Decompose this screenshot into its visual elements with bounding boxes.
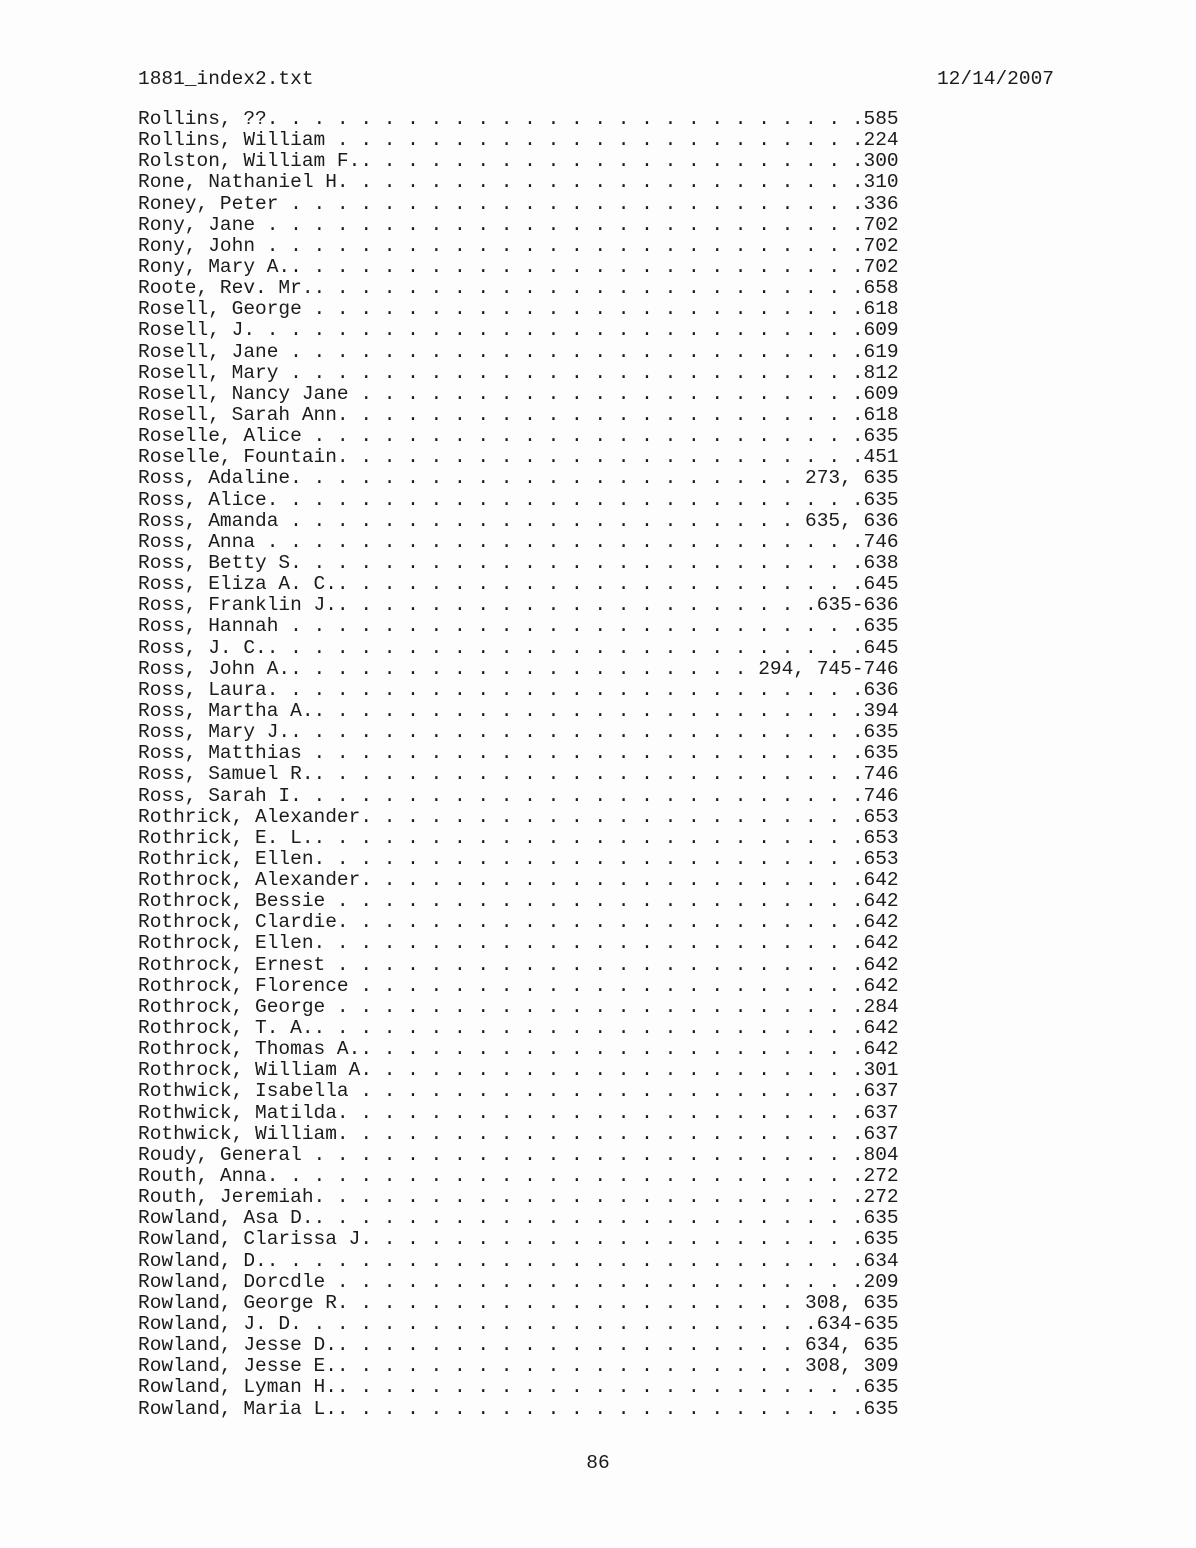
index-entry-line: Rothrick, Ellen. . . . . . . . . . . . . . . . . . . . . . . .653: [138, 847, 899, 870]
index-entry-list: [138, 109, 899, 1420]
index-entry-line: Rothrock, Clardie. . . . . . . . . . . . . . . . . . . . . . .642: [138, 911, 899, 934]
index-entry-line: Roselle, Alice . . . . . . . . . . . . . . . . . . . . . . . .635: [138, 425, 899, 448]
index-entry-line: Rollins, ??. . . . . . . . . . . . . . . . . . . . . . . . . .585: [138, 108, 899, 130]
index-entry-line: Rothrock, T. A.. . . . . . . . . . . . . . . . . . . . . . . .642: [138, 1017, 899, 1040]
print-header: [138, 69, 1054, 90]
print-footer: [0, 1453, 1196, 1474]
index-entry-line: Ross, Eliza A. C.. . . . . . . . . . . . . . . . . . . . . . .645: [138, 573, 899, 596]
index-entry-line: Rowland, Maria L.. . . . . . . . . . . . . . . . . . . . . . .635: [138, 1397, 899, 1420]
index-entry-line: Rosell, George . . . . . . . . . . . . . . . . . . . . . . . .618: [138, 298, 899, 321]
index-entry-line: Rowland, Clarissa J. . . . . . . . . . . . . . . . . . . . . .635: [138, 1228, 899, 1251]
index-entry-line: Ross, Adaline. . . . . . . . . . . . . . . . . . . . . . 273, 635: [138, 467, 899, 490]
print-date: 12/14/2007: [936, 68, 1054, 90]
index-entry-line: Ross, J. C.. . . . . . . . . . . . . . . . . . . . . . . . . .645: [138, 636, 899, 659]
index-entry-line: Rowland, D.. . . . . . . . . . . . . . . . . . . . . . . . . .634: [138, 1249, 899, 1272]
index-entry-line: Rollins, William . . . . . . . . . . . . . . . . . . . . . . .224: [138, 129, 899, 152]
index-entry-line: Rothrock, Thomas A.. . . . . . . . . . . . . . . . . . . . . .642: [138, 1038, 899, 1061]
index-entry-line: Ross, Amanda . . . . . . . . . . . . . . . . . . . . . . 635, 636: [138, 509, 899, 532]
index-entry-line: Rothrock, Alexander. . . . . . . . . . . . . . . . . . . . . .642: [138, 869, 899, 892]
index-entry-line: Rothwick, William. . . . . . . . . . . . . . . . . . . . . . .637: [138, 1122, 899, 1145]
index-entry-line: Roudy, General . . . . . . . . . . . . . . . . . . . . . . . .804: [138, 1143, 899, 1166]
document-filename: 1881_index2.txt: [138, 68, 314, 90]
index-entry-line: Ross, John A.. . . . . . . . . . . . . . . . . . . . 294, 745-746: [138, 657, 899, 680]
index-entry-line: Rowland, Dorcdle . . . . . . . . . . . . . . . . . . . . . . .209: [138, 1270, 899, 1293]
index-entry-line: Rony, Jane . . . . . . . . . . . . . . . . . . . . . . . . . .702: [138, 213, 899, 236]
index-entry-line: Rowland, George R. . . . . . . . . . . . . . . . . . . . 308, 635: [138, 1291, 899, 1314]
index-entry-line: Rothrock, Ernest . . . . . . . . . . . . . . . . . . . . . . .642: [138, 953, 899, 976]
index-entry-line: Rothrick, Alexander. . . . . . . . . . . . . . . . . . . . . .653: [138, 805, 899, 828]
index-entry-line: Rowland, Asa D.. . . . . . . . . . . . . . . . . . . . . . . .635: [138, 1207, 899, 1230]
index-entry-line: Ross, Sarah I. . . . . . . . . . . . . . . . . . . . . . . . .746: [138, 784, 899, 807]
index-entry-line: Routh, Jeremiah. . . . . . . . . . . . . . . . . . . . . . . .272: [138, 1186, 899, 1209]
index-entry-line: Ross, Anna . . . . . . . . . . . . . . . . . . . . . . . . . .746: [138, 530, 899, 553]
index-entry-line: Rosell, Sarah Ann. . . . . . . . . . . . . . . . . . . . . . .618: [138, 403, 899, 426]
page-number: 86: [586, 1452, 610, 1474]
index-entry-line: Ross, Franklin J.. . . . . . . . . . . . . . . . . . . . .635-636: [138, 594, 899, 617]
index-entry-line: Rowland, Jesse D.. . . . . . . . . . . . . . . . . . . . 634, 635: [138, 1334, 899, 1357]
index-entry-line: Rosell, Jane . . . . . . . . . . . . . . . . . . . . . . . . .619: [138, 340, 899, 363]
index-entry-line: Rothrock, Florence . . . . . . . . . . . . . . . . . . . . . .642: [138, 974, 899, 997]
index-entry-line: Rone, Nathaniel H. . . . . . . . . . . . . . . . . . . . . . .310: [138, 171, 899, 194]
index-entry-line: Ross, Alice. . . . . . . . . . . . . . . . . . . . . . . . . .635: [138, 488, 899, 511]
index-entry-line: Roselle, Fountain. . . . . . . . . . . . . . . . . . . . . . .451: [138, 446, 899, 469]
index-entry-line: Rothrock, Ellen. . . . . . . . . . . . . . . . . . . . . . . .642: [138, 932, 899, 955]
index-entry-line: Ross, Laura. . . . . . . . . . . . . . . . . . . . . . . . . .636: [138, 678, 899, 701]
index-entry-line: Ross, Betty S. . . . . . . . . . . . . . . . . . . . . . . . .638: [138, 551, 899, 574]
index-entry-line: Rothrock, William A. . . . . . . . . . . . . . . . . . . . . .301: [138, 1059, 899, 1082]
index-entry-line: Rowland, Jesse E.. . . . . . . . . . . . . . . . . . . . 308, 309: [138, 1355, 899, 1378]
index-entry-line: Rolston, William F.. . . . . . . . . . . . . . . . . . . . . .300: [138, 150, 899, 173]
index-entry-line: Rothrock, Bessie . . . . . . . . . . . . . . . . . . . . . . .642: [138, 890, 899, 913]
index-entry-line: Rothrock, George . . . . . . . . . . . . . . . . . . . . . . .284: [138, 995, 899, 1018]
index-entry-line: Rothwick, Matilda. . . . . . . . . . . . . . . . . . . . . . .637: [138, 1101, 899, 1124]
index-entry-line: Roney, Peter . . . . . . . . . . . . . . . . . . . . . . . . .336: [138, 192, 899, 215]
index-entry-line: Ross, Martha A.. . . . . . . . . . . . . . . . . . . . . . . .394: [138, 699, 899, 722]
index-entry-line: Ross, Matthias . . . . . . . . . . . . . . . . . . . . . . . .635: [138, 742, 899, 765]
index-entry-line: Rothwick, Isabella . . . . . . . . . . . . . . . . . . . . . .637: [138, 1080, 899, 1103]
index-entry-line: Rowland, J. D. . . . . . . . . . . . . . . . . . . . . . .634-635: [138, 1313, 899, 1336]
index-entry-line: Ross, Hannah . . . . . . . . . . . . . . . . . . . . . . . . .635: [138, 615, 899, 638]
index-entry-line: Rony, Mary A.. . . . . . . . . . . . . . . . . . . . . . . . .702: [138, 255, 899, 278]
index-entry-line: Ross, Samuel R.. . . . . . . . . . . . . . . . . . . . . . . .746: [138, 763, 899, 786]
index-entry-line: Rosell, J. . . . . . . . . . . . . . . . . . . . . . . . . . .609: [138, 319, 899, 342]
index-entry-line: Rowland, Lyman H.. . . . . . . . . . . . . . . . . . . . . . .635: [138, 1376, 899, 1399]
index-entry-line: Routh, Anna. . . . . . . . . . . . . . . . . . . . . . . . . .272: [138, 1165, 899, 1188]
index-entry-line: Ross, Mary J.. . . . . . . . . . . . . . . . . . . . . . . . .635: [138, 721, 899, 744]
index-entry-line: Rosell, Mary . . . . . . . . . . . . . . . . . . . . . . . . .812: [138, 361, 899, 384]
index-entry-line: Rosell, Nancy Jane . . . . . . . . . . . . . . . . . . . . . .609: [138, 382, 899, 405]
index-entry-line: Rothrick, E. L.. . . . . . . . . . . . . . . . . . . . . . . .653: [138, 826, 899, 849]
index-entry-line: Rony, John . . . . . . . . . . . . . . . . . . . . . . . . . .702: [138, 234, 899, 257]
index-entry-line: Roote, Rev. Mr.. . . . . . . . . . . . . . . . . . . . . . . .658: [138, 277, 899, 300]
